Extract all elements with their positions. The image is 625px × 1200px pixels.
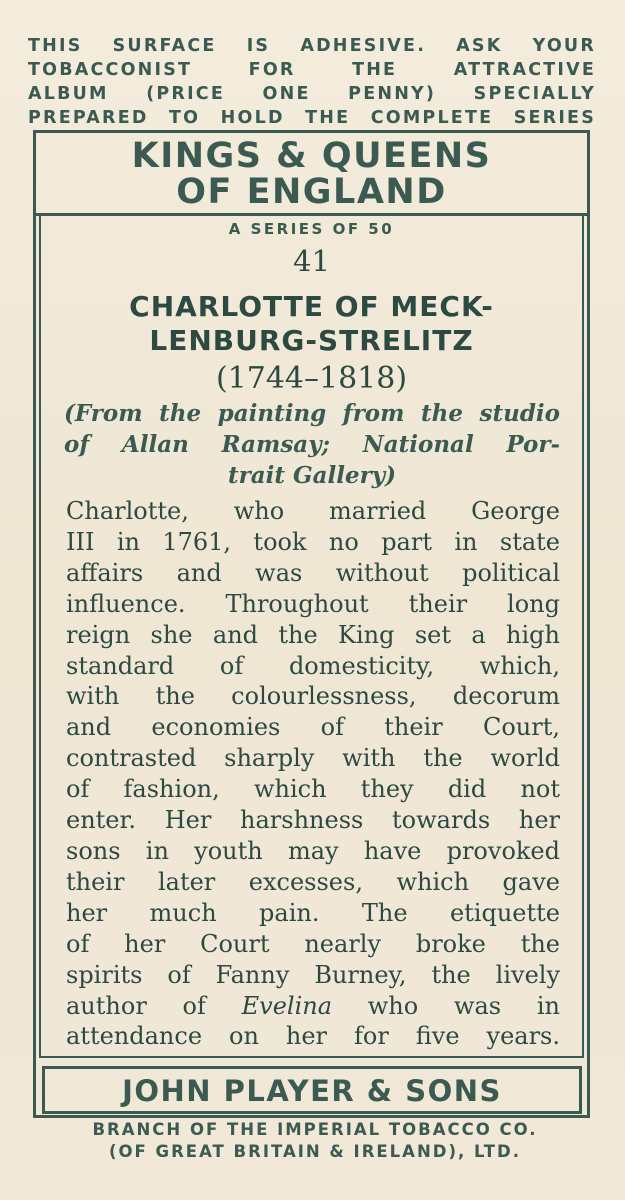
body-line: influence. Throughout their long (66, 589, 560, 618)
card-number: 41 (293, 244, 330, 278)
body-line: contrasted sharply with the world (66, 744, 560, 773)
credit-line3: trait Gallery) (227, 462, 397, 489)
body-line: spirits of Fanny Burney, the lively (66, 960, 560, 989)
company-footer (50, 1119, 580, 1163)
adhesive-notice (28, 34, 596, 130)
book-title-evelina: Evelina (241, 991, 333, 1020)
body-line: enter. Her harshness towards her (66, 806, 560, 835)
body-line: Charlotte, who married George (66, 497, 560, 525)
body-line: III in 1761, took no part in state (66, 527, 560, 556)
body-text-fragment: who was in (367, 991, 560, 1020)
notice-line: ALBUM (PRICE ONE PENNY) SPECIALLY (28, 84, 596, 104)
body-line: their later excesses, which gave (66, 867, 560, 896)
credit-line2: of Allan Ramsay; National Por- (64, 431, 560, 458)
body-line: standard of domesticity, which, (66, 651, 560, 680)
body-line: sons in youth may have provoked (66, 836, 560, 865)
body-line: with the colourlessness, decorum (66, 682, 560, 711)
painting-credit (64, 398, 560, 491)
notice-line: THIS SURFACE IS ADHESIVE. ASK YOUR (28, 36, 596, 56)
footer-line1: BRANCH OF THE IMPERIAL TOBACCO CO. (92, 1120, 538, 1139)
footer-line2: (OF GREAT BRITAIN & IRELAND), LTD. (108, 1142, 522, 1161)
body-line: of her Court nearly broke the (66, 929, 560, 958)
subject-name-line1: CHARLOTTE OF MECK- (129, 290, 494, 323)
subject-dates: (1744–1818) (215, 361, 408, 396)
credit-line1: (From the painting from the studio (64, 400, 560, 427)
body-line-with-title (66, 991, 560, 1022)
series-title-line2: OF ENGLAND (176, 172, 447, 212)
notice-line: TOBACCONIST FOR THE ATTRACTIVE (28, 60, 596, 80)
subject-name (33, 290, 590, 358)
maker-box (42, 1066, 582, 1114)
body-line: and economies of their Court, (66, 713, 560, 742)
body-line: reign she and the King set a high (66, 620, 560, 649)
subject-name-line2: LENBURG-STRELITZ (149, 324, 474, 357)
body-line: attendance on her for five years. (66, 1022, 560, 1051)
biography-text (66, 496, 560, 1052)
body-line: her much pain. The etiquette (66, 898, 560, 927)
series-count: A SERIES OF 50 (228, 220, 395, 238)
series-title-line1: KINGS & QUEENS (131, 136, 492, 176)
body-text-fragment: author of (66, 991, 206, 1020)
body-line: affairs and was without political (66, 558, 560, 587)
maker-name: JOHN PLAYER & SONS (122, 1074, 502, 1108)
notice-line: PREPARED TO HOLD THE COMPLETE SERIES (28, 108, 596, 128)
body-line: of fashion, which they did not (66, 775, 560, 804)
series-title-box (33, 130, 590, 216)
